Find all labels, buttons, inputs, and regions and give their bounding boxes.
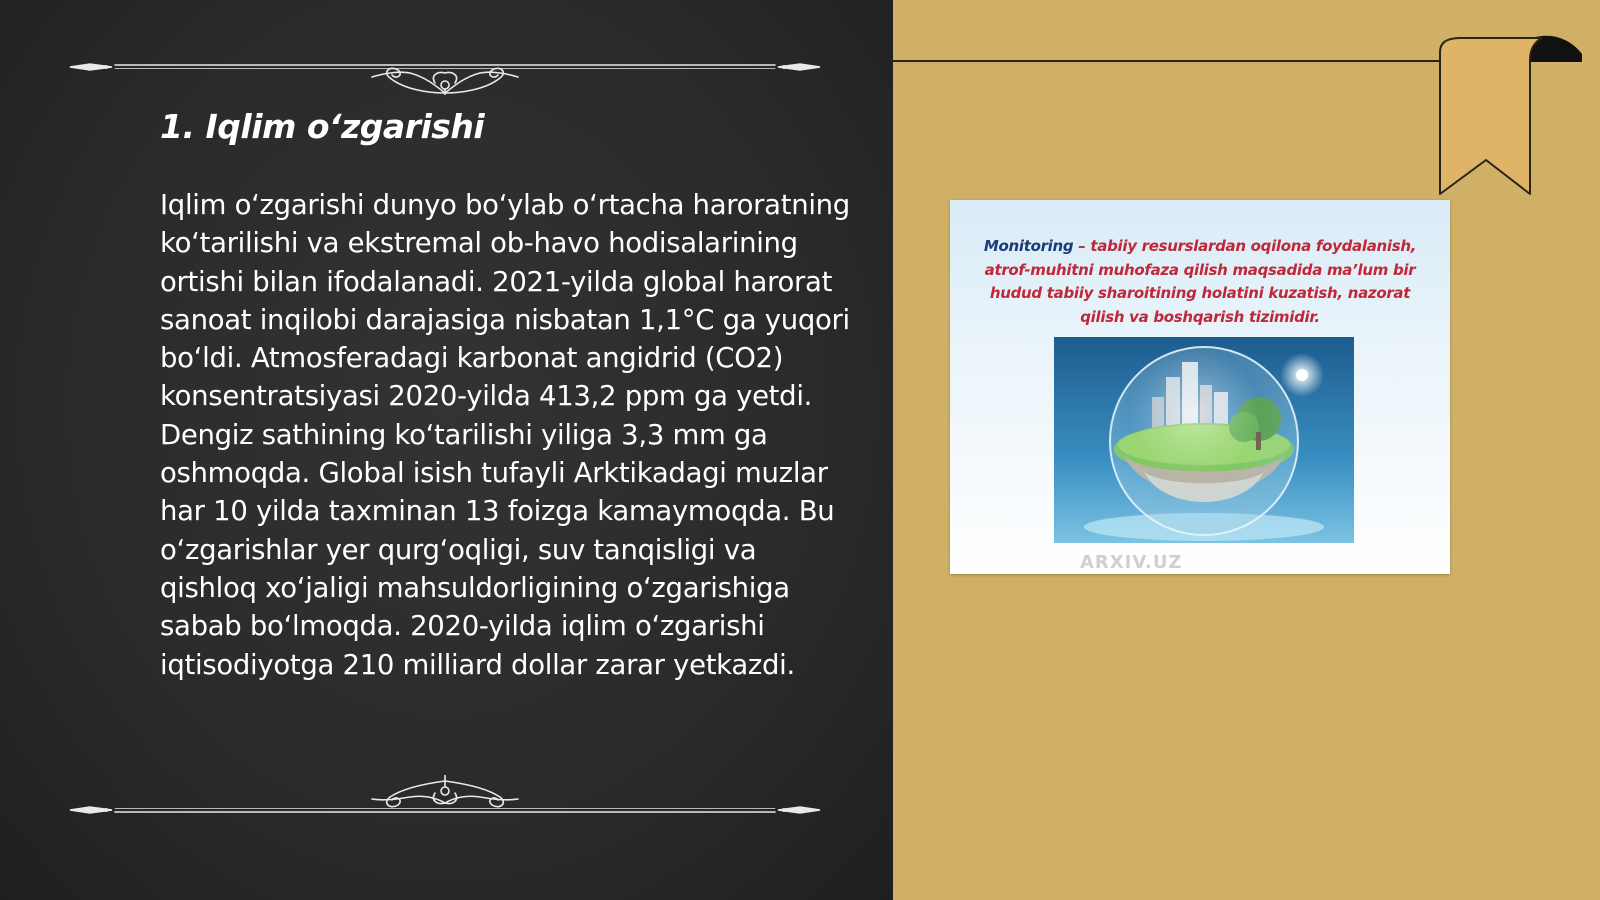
picture-caption-text: – tabiiy resurslardan oqilona foydalanish, atrof-muhitni muhofaza qilish maqsadida ma’lum bir hudud tabiiy sharoitining holatini kuzatish, nazorat qilish va boshqarish tizimidir. bbox=[984, 237, 1417, 326]
monitoring-picture bbox=[950, 200, 1450, 574]
globe-city-illustration bbox=[1054, 337, 1354, 543]
slide-title: 1. Iqlim o‘zgarishi bbox=[160, 107, 485, 146]
picture-caption bbox=[970, 235, 1430, 329]
slide-body-text: Iqlim o‘zgarishi dunyo bo‘ylab o‘rtacha haroratning ko‘tarilishi va ekstremal ob-havo hodisalarining ortishi bilan ifodalanadi. 2021-yilda global harorat sanoat inqilobi darajasiga nisbatan 1,1°C ga yuqori bo‘ldi. Atmosferadagi karbonat angidrid (CO2) konsentratsiyasi 2020-yilda 413,2 ppm ga yetdi. Dengiz sathining ko‘tarilishi yiliga 3,3 mm ga oshmoqda. Global isish tufayli Arktikadagi muzlar har 10 yilda taxminan 13 foizga kamaymoqda. Bu o‘zgarishlar yer qurg‘oqligi, suv tanqisligi va qishloq xo‘jaligi mahsuldorligining o‘zgarishiga sabab bo‘lmoqda. 2020-yilda iqlim o‘zgarishi iqtisodiyotga 210 milliard dollar zarar yetkazdi. bbox=[160, 189, 850, 681]
bottom-ornament-divider-icon bbox=[60, 775, 830, 825]
picture-caption-lead: Monitoring bbox=[983, 237, 1074, 255]
bookmark-ribbon-icon bbox=[1430, 34, 1595, 199]
top-ornament-divider-icon bbox=[60, 45, 830, 95]
picture-watermark: ARXIV.UZ bbox=[1080, 552, 1183, 573]
header-rule bbox=[893, 60, 1445, 62]
